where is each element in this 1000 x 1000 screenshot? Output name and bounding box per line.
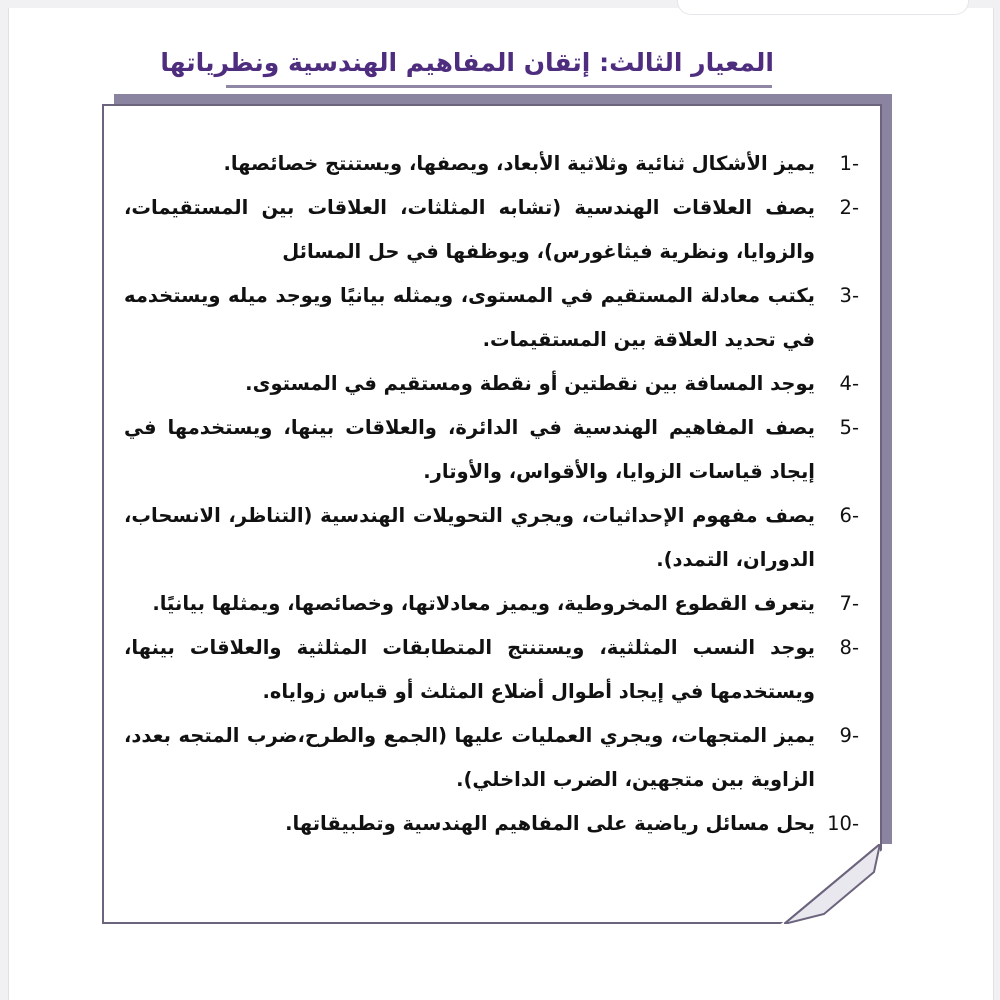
list-item xyxy=(124,714,859,802)
item-text: يصف المفاهيم الهندسية في الدائرة، والعلاقات بينها، ويستخدمها في إيجاد قياسات الزوايا، والأقواس، والأوتار. xyxy=(124,416,815,483)
page-title: المعيار الثالث: إتقان المفاهيم الهندسية ونظرياتها xyxy=(160,48,774,77)
list-item xyxy=(124,494,859,582)
item-text: يتعرف القطوع المخروطية، ويميز معادلاتها، وخصائصها، ويمثلها بيانيًا. xyxy=(152,592,815,615)
item-text: يكتب معادلة المستقيم في المستوى، ويمثله بيانيًا ويوجد ميله ويستخدمه في تحديد العلاقة بين المستقيمات. xyxy=(124,284,815,351)
title-underline xyxy=(226,85,772,88)
item-text: يوجد النسب المثلثية، ويستنتج المتطابقات المثلثية والعلاقات بينها، ويستخدمها في إيجاد أطوال أضلاع المثلث أو قياس زواياه. xyxy=(124,636,815,703)
item-number: 8- xyxy=(839,636,859,659)
item-text: يحل مسائل رياضية على المفاهيم الهندسية وتطبيقاتها. xyxy=(285,812,815,835)
item-number: 10- xyxy=(827,812,859,835)
list-item xyxy=(124,626,859,714)
page-curl-icon xyxy=(784,844,880,924)
item-number: 9- xyxy=(839,724,859,747)
item-number: 2- xyxy=(839,196,859,219)
item-number: 1- xyxy=(839,152,859,175)
item-number: 5- xyxy=(839,416,859,439)
item-text: يوجد المسافة بين نقطتين أو نقطة ومستقيم في المستوى. xyxy=(245,372,815,395)
item-number: 7- xyxy=(839,592,859,615)
list-item xyxy=(124,802,859,846)
list-item xyxy=(124,274,859,362)
list-item xyxy=(124,362,859,406)
standards-list xyxy=(124,142,859,846)
item-text: يميز الأشكال ثنائية وثلاثية الأبعاد، ويصفها، ويستنتج خصائصها. xyxy=(223,152,815,175)
item-number: 6- xyxy=(839,504,859,527)
list-item xyxy=(124,582,859,626)
item-text: يصف مفهوم الإحداثيات، ويجري التحويلات الهندسية (التناظر، الانسحاب، الدوران، التمدد). xyxy=(124,504,815,571)
item-text: يصف العلاقات الهندسية (تشابه المثلثات، العلاقات بين المستقيمات، والزوايا، ونظرية فيثاغورس)، ويوظفها في حل المسائل xyxy=(124,196,815,263)
item-number: 3- xyxy=(839,284,859,307)
item-text: يميز المتجهات، ويجري العمليات عليها (الجمع والطرح،ضرب المتجه بعدد، الزاوية بين متجهين، الضرب الداخلي). xyxy=(124,724,815,791)
top-tab-decoration xyxy=(677,0,969,15)
item-number: 4- xyxy=(839,372,859,395)
list-item xyxy=(124,406,859,494)
list-item xyxy=(124,186,859,274)
list-item xyxy=(124,142,859,186)
